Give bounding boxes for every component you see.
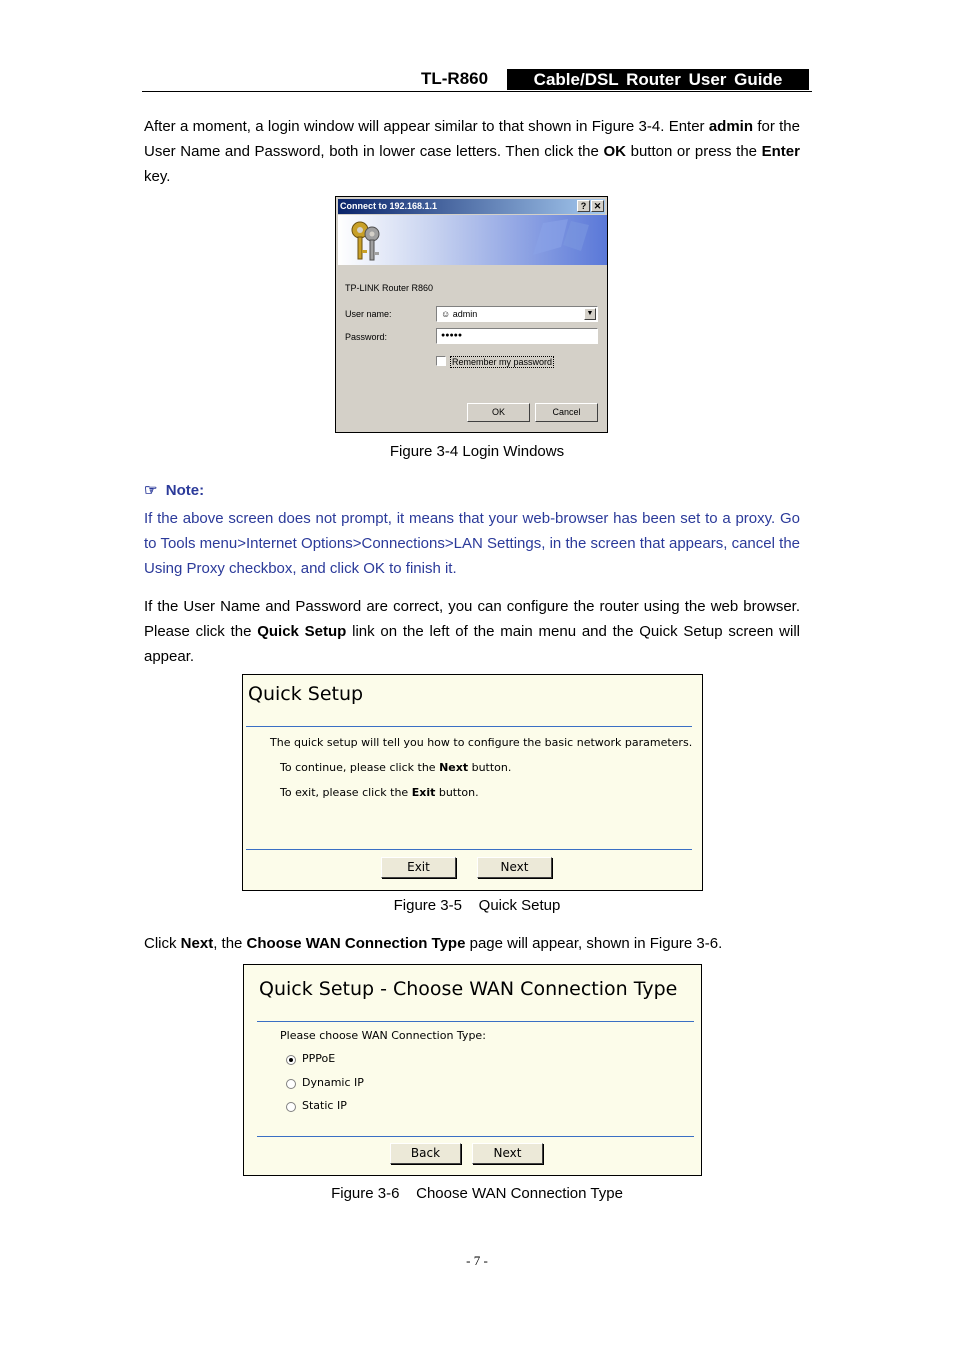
text: To continue, please click the — [280, 761, 440, 774]
bold-ok: OK — [603, 143, 626, 160]
close-button[interactable]: ✕ — [591, 200, 604, 212]
text: button or press the — [625, 143, 762, 160]
header-rule — [142, 91, 812, 92]
realm-label: TP-LINK Router R860 — [345, 283, 434, 293]
bold-enter: Enter — [761, 143, 800, 160]
dialog-title: Connect to 192.168.1.1 — [340, 201, 438, 211]
user-name-field[interactable] — [436, 306, 598, 322]
text: , the — [213, 935, 247, 952]
user-icon: ☺ — [441, 309, 451, 319]
bold-admin: admin — [708, 118, 754, 135]
dialog-title-bar — [338, 199, 605, 214]
option-pppoe-label: PPPoE — [302, 1052, 336, 1065]
text: To exit, please click the — [280, 786, 412, 799]
option-static-ip-label: Static IP — [302, 1099, 347, 1112]
figure-caption-3-4: Figure 3-4 Login Windows — [389, 443, 565, 460]
windows-watermark-icon — [523, 215, 593, 265]
text: link on the left of the main menu and the Quick Setup screen will appear. — [144, 623, 800, 665]
wan-setup-panel — [243, 964, 702, 1176]
radio-dynamic-ip[interactable] — [286, 1079, 296, 1089]
login-dialog — [335, 196, 608, 433]
text: Click — [144, 935, 181, 952]
continue-text — [280, 761, 511, 774]
divider — [246, 849, 692, 850]
remember-checkbox[interactable] — [436, 356, 446, 366]
pointing-hand-icon: ☞ — [144, 482, 158, 499]
cancel-button[interactable]: Cancel — [535, 403, 598, 422]
bold-exit: Exit — [411, 786, 436, 799]
figure-caption-3-5: Figure 3-5 Quick Setup — [393, 897, 561, 914]
text: key. — [144, 168, 171, 185]
panel-title: Quick Setup — [248, 683, 364, 705]
option-dynamic-ip-label: Dynamic IP — [302, 1076, 364, 1089]
back-button[interactable]: Back — [390, 1143, 461, 1164]
password-label: Password: — [345, 332, 388, 342]
user-name-value: admin — [452, 309, 478, 319]
panel-title: Quick Setup - Choose WAN Connection Type — [259, 978, 678, 1000]
keys-icon — [346, 218, 386, 264]
exit-button[interactable]: Exit — [381, 857, 456, 878]
text: After a moment, a login window will appear similar to that shown in Figure 3-4. Enter — [144, 118, 709, 135]
password-field[interactable]: ●●●●● — [436, 328, 598, 344]
divider — [257, 1021, 694, 1022]
note-heading — [144, 481, 204, 499]
page-number: - 7 - — [466, 1253, 488, 1268]
quick-setup-panel — [242, 674, 703, 891]
text: button. — [435, 786, 479, 799]
intro-text: The quick setup will tell you how to configure the basic network parameters. — [270, 736, 693, 749]
divider — [257, 1136, 694, 1137]
doc-model: TL-R860 — [421, 69, 489, 88]
radio-pppoe[interactable] — [286, 1055, 296, 1065]
paragraph-wan — [144, 931, 800, 956]
wan-prompt: Please choose WAN Connection Type: — [280, 1029, 486, 1042]
note-label: Note: — [165, 482, 205, 499]
help-button[interactable]: ? — [577, 200, 590, 212]
remember-label[interactable]: Remember my password — [452, 357, 553, 367]
paragraph-quick-setup — [144, 594, 800, 669]
text: button. — [468, 761, 512, 774]
dialog-banner — [338, 215, 607, 265]
next-button[interactable]: Next — [472, 1143, 543, 1164]
doc-title: Cable/DSL Router User Guide — [507, 69, 809, 90]
user-name-label: User name: — [345, 309, 392, 319]
next-button[interactable]: Next — [477, 857, 552, 878]
figure-caption-3-6: Figure 3-6 Choose WAN Connection Type — [331, 1185, 623, 1202]
text: page will appear, shown in Figure 3-6. — [465, 935, 723, 952]
bold-quick-setup: Quick Setup — [257, 623, 347, 640]
bold-wan-type: Choose WAN Connection Type — [246, 935, 466, 952]
exit-text — [280, 786, 479, 799]
radio-static-ip[interactable] — [286, 1102, 296, 1112]
text: If the User Name and Password are correct, you can configure the router using the web browser. Please click the — [144, 598, 800, 640]
paragraph-login — [144, 114, 800, 189]
bold-next: Next — [180, 935, 214, 952]
bold-next: Next — [439, 761, 469, 774]
chevron-down-icon[interactable]: ▼ — [584, 308, 596, 320]
divider — [246, 726, 692, 727]
note-text: If the above screen does not prompt, it means that your web-browser has been set to a proxy. Go to Tools menu>Internet Options>Connections>LAN Settings, in the screen that appears, cancel the Using Proxy checkbox, and click OK to finish it. — [144, 510, 800, 577]
text: for the User Name and Password, both in lower case letters. Then click the — [144, 118, 800, 160]
ok-button[interactable]: OK — [467, 403, 530, 422]
